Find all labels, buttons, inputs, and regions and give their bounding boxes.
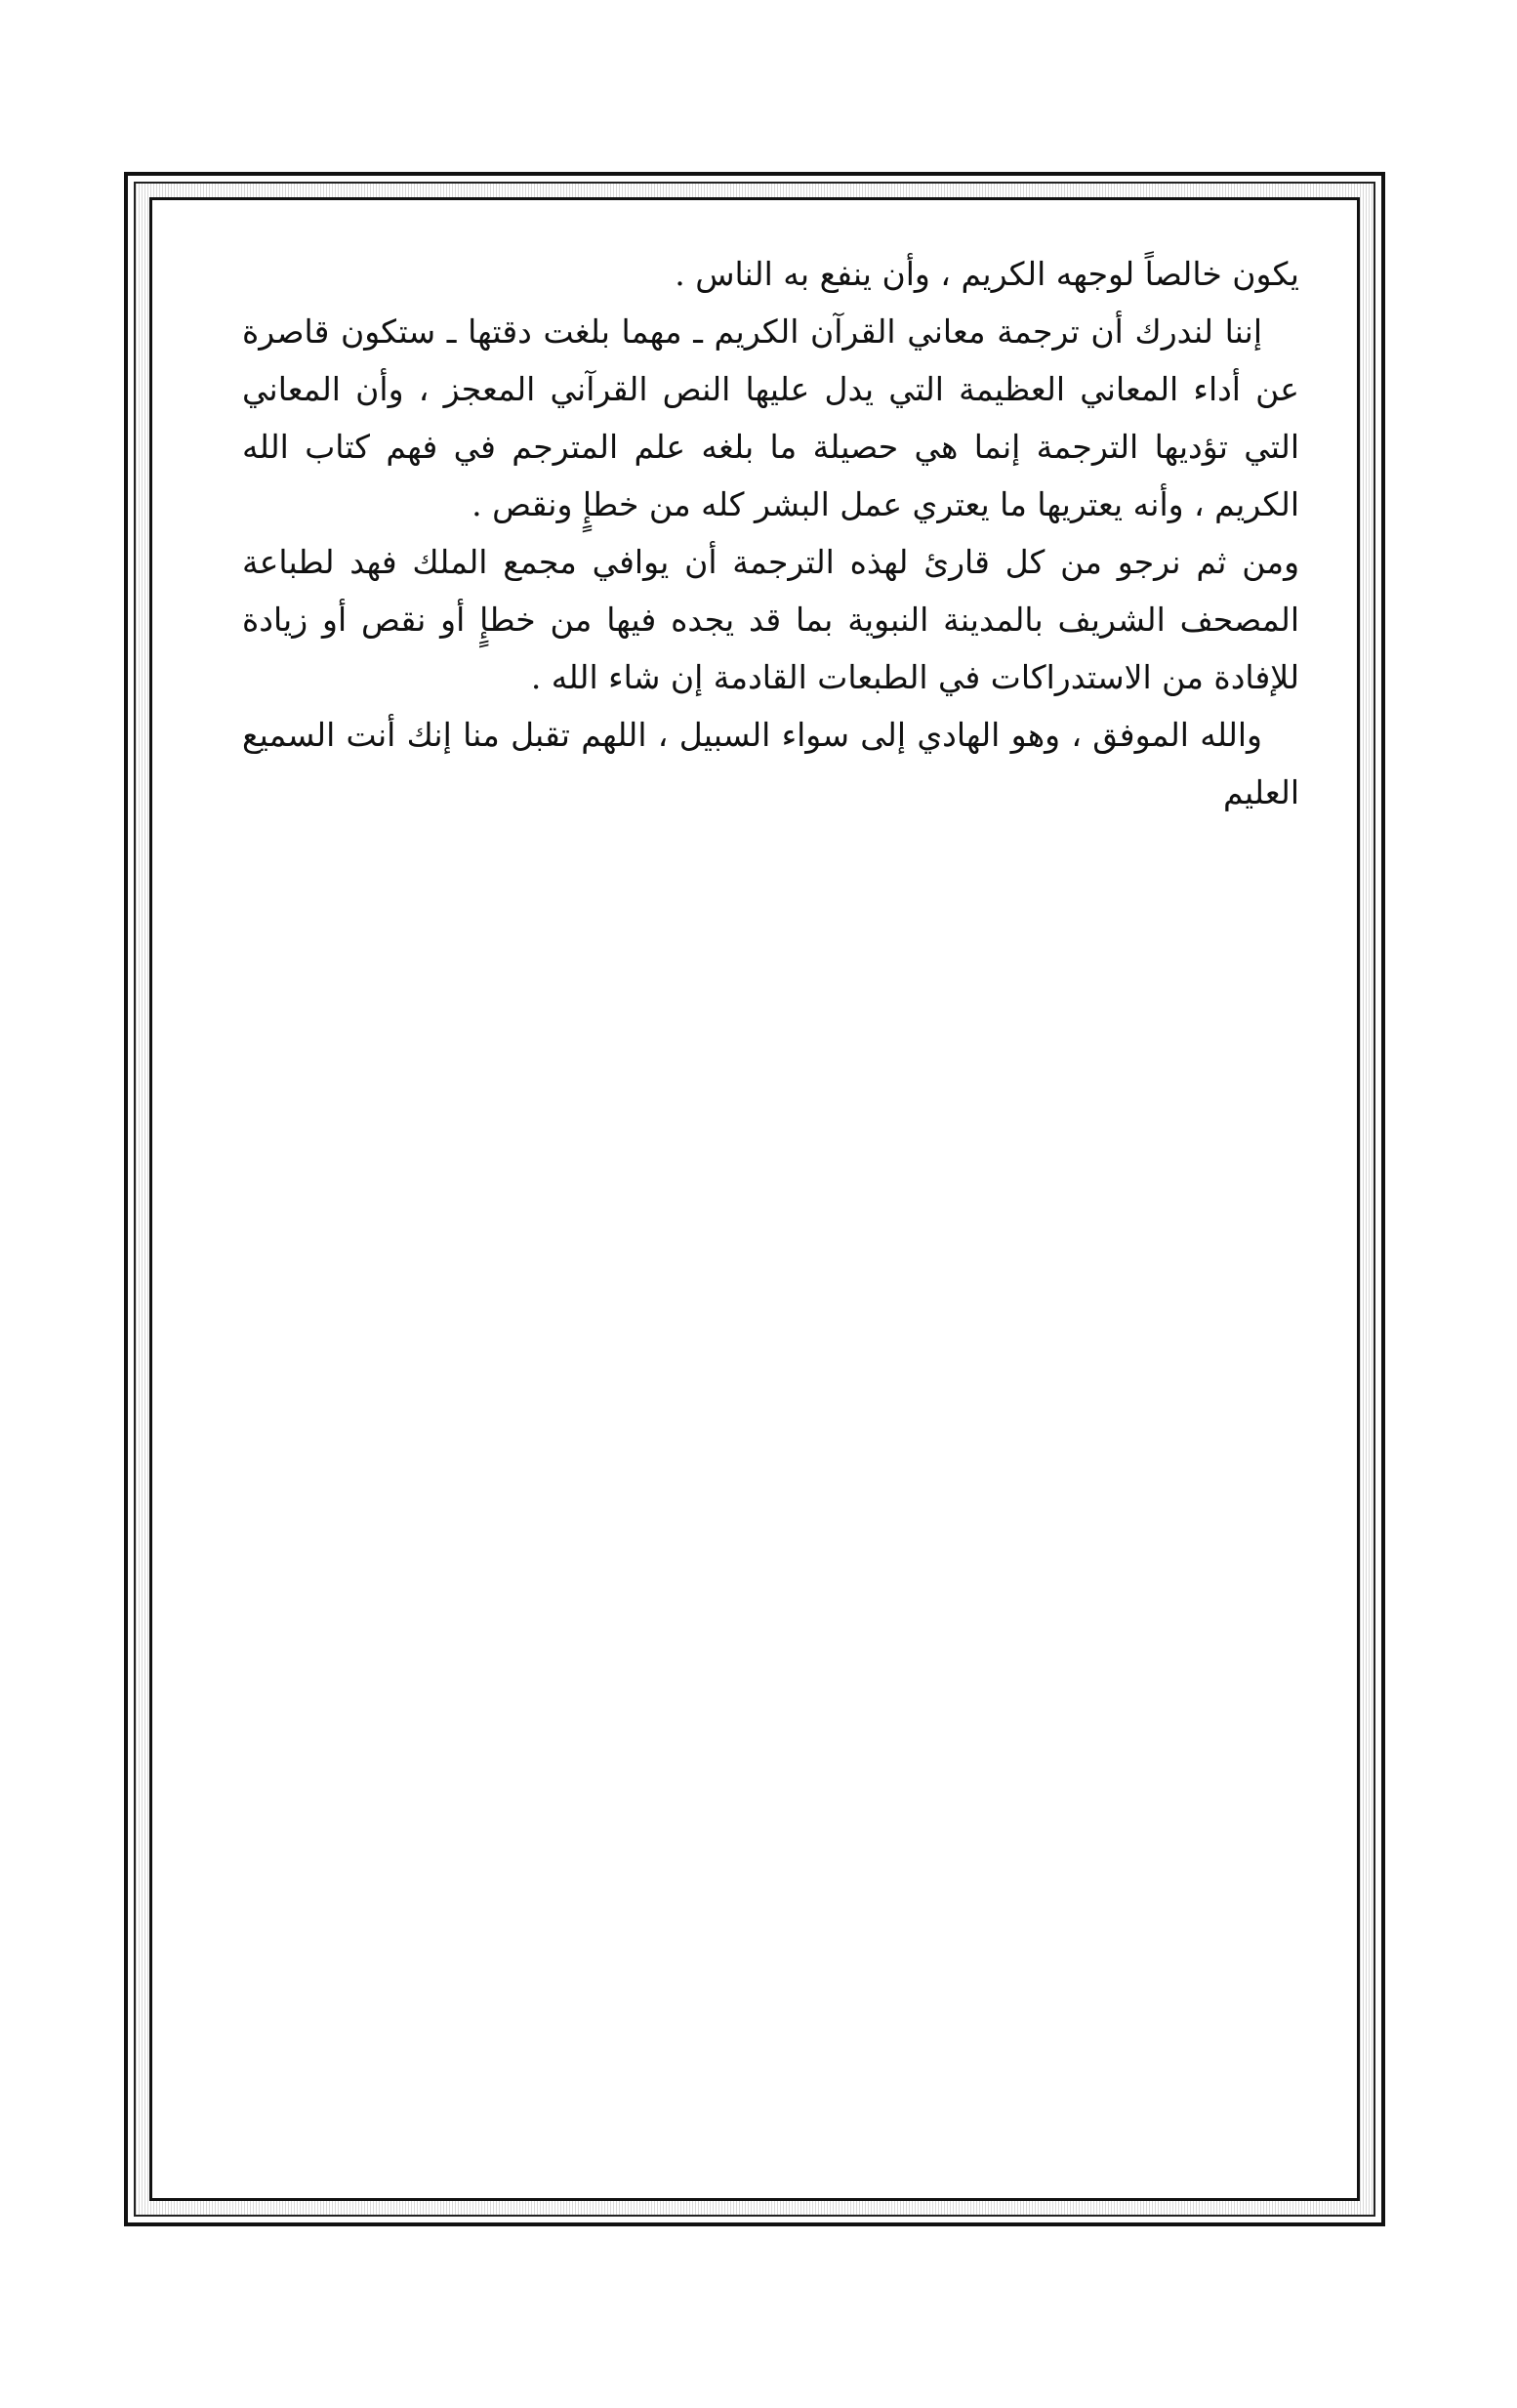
paragraph-reader-feedback: ومن ثم نرجو من كل قارئ لهذه الترجمة أن يوافي مجمع الملك فهد لطباعة المصحف الشريف بالمدينة النبوية بما قد يجده فيها من خطإٍ أو نقص أو زيادة للإفادة من الاستدراكات في الطبعات القادمة إن شاء الله . [242,543,1299,696]
page-border-frame [124,172,1385,2226]
page-content-area [149,197,1360,2201]
page-border-band [134,182,1375,2217]
arabic-text-body [242,245,1299,821]
paragraph-closing-prayer: والله الموفق ، وهو الهادي إلى سواء السبيل ، اللهم تقبل منا إنك أنت السميع العليم [242,716,1299,811]
paragraph-continuation: يكون خالصاً لوجهه الكريم ، وأن ينفع به الناس . [675,255,1299,293]
paragraph-translation-limits: إننا لندرك أن ترجمة معاني القرآن الكريم ـ مهما بلغت دقتها ـ ستكون قاصرة عن أداء المعاني العظيمة التي يدل عليها النص القرآني المعجز ، وأن المعاني التي تؤديها الترجمة إنما هي حصيلة ما بلغه علم المترجم في فهم كتاب الله الكريم ، وأنه يعتريها ما يعتري عمل البشر كله من خطإٍ ونقص . [242,312,1299,523]
